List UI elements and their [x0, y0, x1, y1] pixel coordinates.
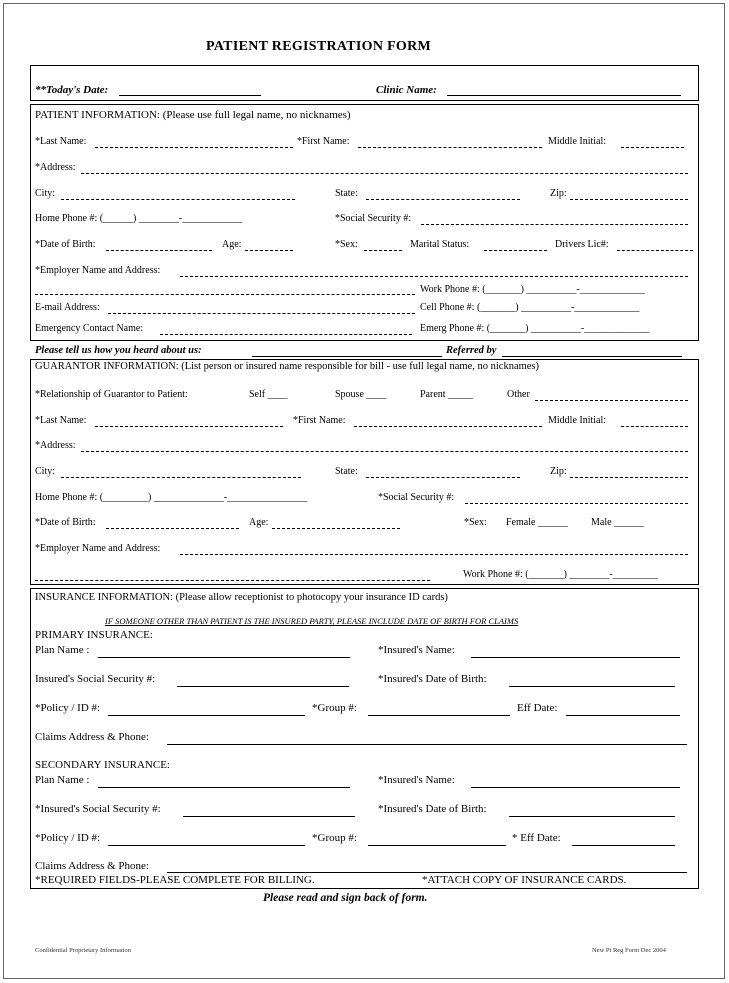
primary-group-field[interactable]: [368, 715, 510, 716]
primary-claims-label: Claims Address & Phone:: [35, 731, 149, 743]
patient-first-name-label: *First Name:: [297, 136, 350, 147]
patient-work-phone[interactable]: Work Phone #: (_______) __________-_____________: [420, 284, 645, 295]
secondary-insured-dob-label: *Insured's Date of Birth:: [378, 803, 487, 815]
secondary-group-label: *Group #:: [312, 832, 357, 844]
patient-dob-label: *Date of Birth:: [35, 239, 96, 250]
patient-marital-field[interactable]: [484, 250, 547, 251]
guarantor-other-field[interactable]: [535, 400, 688, 401]
clinic-name-field[interactable]: [447, 95, 681, 96]
form-id-note: New Pt Reg Form Dec 2004: [592, 947, 666, 954]
guarantor-self-option[interactable]: Self ____: [249, 389, 288, 400]
guarantor-heading: GUARANTOR INFORMATION: (List person or insured name responsible for bill - use full legal name, no nicknames): [35, 361, 540, 372]
patient-age-field[interactable]: [245, 250, 293, 251]
guarantor-city-label: City:: [35, 466, 56, 477]
guarantor-state-field[interactable]: [366, 477, 520, 478]
insurance-note: IF SOMEONE OTHER THAN PATIENT IS THE INSURED PARTY, PLEASE INCLUDE DATE OF BIRTH FOR CLAIMS: [105, 616, 519, 626]
guarantor-first-name-label: *First Name:: [293, 415, 346, 426]
insurance-heading: INSURANCE INFORMATION: (Please allow receptionist to photocopy your insurance ID cards): [35, 592, 448, 603]
guarantor-city-field[interactable]: [61, 477, 301, 478]
patient-middle-initial-field[interactable]: [621, 147, 684, 148]
patient-ssn-label: *Social Security #:: [335, 213, 412, 224]
guarantor-age-label: Age:: [249, 517, 269, 528]
guarantor-zip-label: Zip:: [550, 466, 567, 477]
guarantor-ssn-field[interactable]: [465, 503, 688, 504]
primary-eff-date-label: Eff Date:: [517, 702, 558, 714]
guarantor-home-phone[interactable]: Home Phone #: (_________) ______________-________________: [35, 492, 308, 503]
patient-state-label: State:: [335, 188, 358, 199]
patient-employer-label: *Employer Name and Address:: [35, 265, 161, 276]
patient-address-label: *Address:: [35, 162, 76, 173]
confidential-note: Confidential Proprietary Information: [35, 947, 132, 954]
secondary-plan-name-label: Plan Name :: [35, 774, 90, 786]
primary-insured-ssn-label: Insured's Social Security #:: [35, 673, 156, 685]
guarantor-spouse-option[interactable]: Spouse ____: [335, 389, 387, 400]
primary-insured-name-label: *Insured's Name:: [378, 644, 455, 656]
referred-by-label: Referred by: [446, 345, 497, 356]
secondary-group-field[interactable]: [368, 845, 506, 846]
patient-emergency-field[interactable]: [160, 334, 412, 335]
attach-cards-note: *ATTACH COPY OF INSURANCE CARDS.: [422, 874, 627, 886]
guarantor-male-option[interactable]: Male ______: [591, 517, 645, 528]
primary-insured-ssn-field[interactable]: [177, 686, 349, 687]
patient-age-label: Age:: [222, 239, 242, 250]
patient-info-heading: PATIENT INFORMATION: (Please use full legal name, no nicknames): [35, 109, 351, 121]
patient-zip-label: Zip:: [550, 188, 567, 199]
guarantor-employer-field[interactable]: [180, 554, 688, 555]
guarantor-middle-initial-field[interactable]: [621, 426, 688, 427]
patient-cell-phone[interactable]: Cell Phone #: (_______) __________-_____________: [420, 302, 640, 313]
guarantor-employer-field-2[interactable]: [35, 580, 430, 581]
primary-policy-label: *Policy / ID #:: [35, 702, 101, 714]
patient-dob-field[interactable]: [106, 250, 212, 251]
guarantor-other-label: Other: [507, 389, 530, 400]
todays-date-label: **Today's Date:: [35, 84, 109, 96]
patient-marital-label: Marital Status:: [410, 239, 470, 250]
patient-address-field[interactable]: [81, 173, 688, 174]
primary-claims-field[interactable]: [167, 744, 687, 745]
primary-policy-field[interactable]: [108, 715, 305, 716]
guarantor-work-phone[interactable]: Work Phone #: (_______) ________-_________: [463, 569, 658, 580]
secondary-insured-ssn-label: *Insured's Social Security #:: [35, 803, 161, 815]
secondary-claims-label: Claims Address & Phone:: [35, 860, 149, 872]
secondary-policy-field[interactable]: [108, 845, 305, 846]
patient-city-label: City:: [35, 188, 56, 199]
guarantor-last-name-field[interactable]: [95, 426, 283, 427]
secondary-insurance-heading: SECONDARY INSURANCE:: [35, 759, 170, 771]
primary-plan-name-field[interactable]: [98, 657, 350, 658]
guarantor-female-option[interactable]: Female ______: [506, 517, 568, 528]
patient-drivers-field[interactable]: [617, 250, 693, 251]
guarantor-first-name-field[interactable]: [354, 426, 542, 427]
heard-about-field[interactable]: [252, 356, 442, 357]
patient-emergency-label: Emergency Contact Name:: [35, 323, 144, 334]
secondary-insured-name-label: *Insured's Name:: [378, 774, 455, 786]
guarantor-zip-field[interactable]: [570, 477, 688, 478]
guarantor-middle-initial-label: Middle Initial:: [548, 415, 607, 426]
patient-employer-field-2[interactable]: [35, 294, 415, 295]
form-title: PATIENT REGISTRATION FORM: [206, 39, 432, 54]
patient-email-label: E-mail Address:: [35, 302, 100, 313]
clinic-name-label: Clinic Name:: [376, 84, 437, 96]
guarantor-ssn-label: *Social Security #:: [378, 492, 455, 503]
patient-last-name-label: *Last Name:: [35, 136, 87, 147]
patient-home-phone[interactable]: Home Phone #: (______) ________-____________: [35, 213, 243, 224]
patient-sex-label: *Sex:: [335, 239, 358, 250]
secondary-policy-label: *Policy / ID #:: [35, 832, 101, 844]
referred-by-field[interactable]: [502, 356, 682, 357]
patient-sex-field[interactable]: [364, 250, 402, 251]
primary-group-label: *Group #:: [312, 702, 357, 714]
guarantor-address-label: *Address:: [35, 440, 76, 451]
guarantor-state-label: State:: [335, 466, 358, 477]
guarantor-address-field[interactable]: [81, 451, 688, 452]
patient-drivers-label: Drivers Lic#:: [555, 239, 609, 250]
primary-plan-name-label: Plan Name :: [35, 644, 90, 656]
todays-date-field[interactable]: [119, 95, 261, 96]
guarantor-dob-field[interactable]: [106, 528, 239, 529]
patient-emerg-phone[interactable]: Emerg Phone #: (_______) __________-_____________: [420, 323, 650, 334]
primary-eff-date-field[interactable]: [566, 715, 680, 716]
primary-insured-dob-field[interactable]: [509, 686, 675, 687]
secondary-insured-dob-field[interactable]: [509, 816, 675, 817]
secondary-insured-ssn-field[interactable]: [183, 816, 355, 817]
patient-ssn-field[interactable]: [421, 224, 688, 225]
guarantor-employer-label: *Employer Name and Address:: [35, 543, 161, 554]
guarantor-dob-label: *Date of Birth:: [35, 517, 96, 528]
required-fields-note: *REQUIRED FIELDS-PLEASE COMPLETE FOR BILLING.: [35, 874, 315, 886]
primary-insurance-heading: PRIMARY INSURANCE:: [35, 629, 153, 641]
read-sign-note: Please read and sign back of form.: [263, 892, 428, 904]
patient-employer-field[interactable]: [180, 276, 688, 277]
patient-first-name-field[interactable]: [358, 147, 542, 148]
secondary-plan-name-field[interactable]: [98, 787, 350, 788]
patient-last-name-field[interactable]: [95, 147, 293, 148]
heard-about-label: Please tell us how you heard about us:: [35, 345, 202, 356]
secondary-claims-field[interactable]: [167, 872, 687, 873]
guarantor-parent-option[interactable]: Parent _____: [420, 389, 474, 400]
patient-email-field[interactable]: [108, 313, 415, 314]
secondary-insured-name-field[interactable]: [471, 787, 680, 788]
primary-insured-dob-label: *Insured's Date of Birth:: [378, 673, 487, 685]
primary-insured-name-field[interactable]: [471, 657, 680, 658]
guarantor-relationship-label: *Relationship of Guarantor to Patient:: [35, 389, 188, 400]
guarantor-age-field[interactable]: [272, 528, 400, 529]
patient-city-field[interactable]: [61, 199, 295, 200]
guarantor-last-name-label: *Last Name:: [35, 415, 87, 426]
secondary-eff-date-label: * Eff Date:: [512, 832, 561, 844]
guarantor-sex-label: *Sex:: [464, 517, 487, 528]
patient-middle-initial-label: Middle Initial:: [548, 136, 607, 147]
secondary-eff-date-field[interactable]: [572, 845, 675, 846]
patient-zip-field[interactable]: [570, 199, 688, 200]
patient-state-field[interactable]: [366, 199, 520, 200]
